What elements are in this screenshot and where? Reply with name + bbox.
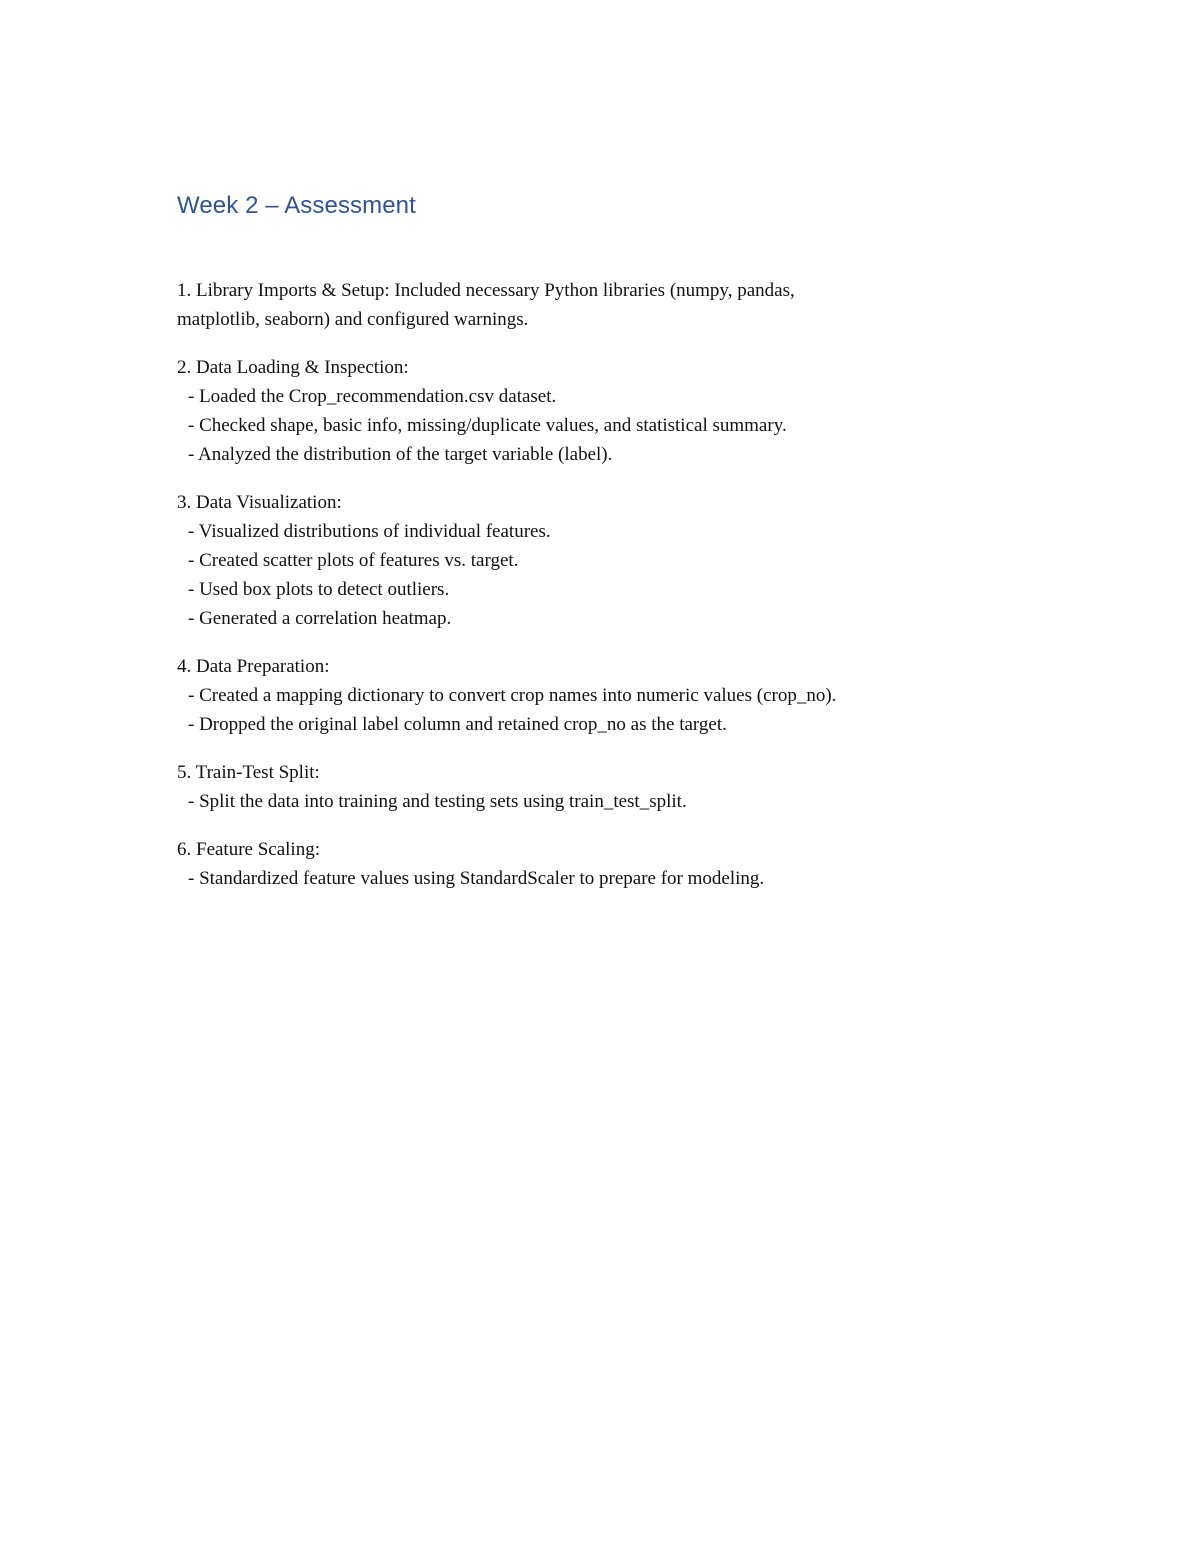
bullet-list (177, 382, 1057, 469)
bullet-list (177, 681, 1057, 739)
list-item: - Created scatter plots of features vs. target. (188, 550, 519, 571)
section-data-preparation (177, 652, 1057, 739)
list-item: - Used box plots to detect outliers. (188, 579, 450, 600)
section-heading: 4. Data Preparation: (177, 656, 330, 677)
section-heading: 3. Data Visualization: (177, 492, 342, 513)
section-feature-scaling (177, 835, 1057, 893)
section-heading: 5. Train-Test Split: (177, 762, 320, 783)
list-item: - Dropped the original label column and retained crop_no as the target. (188, 714, 727, 735)
list-item: - Analyzed the distribution of the target variable (label). (188, 444, 613, 465)
section-heading: 6. Feature Scaling: (177, 839, 320, 860)
list-item: - Loaded the Crop_recommendation.csv dataset. (188, 386, 557, 407)
bullet-list (177, 787, 1057, 816)
list-item: - Visualized distributions of individual features. (188, 521, 551, 542)
section-heading-continued: matplotlib, seaborn) and configured warnings. (177, 309, 529, 330)
bullet-list (177, 517, 1057, 633)
section-heading: 1. Library Imports & Setup: Included necessary Python libraries (numpy, pandas, (177, 280, 795, 301)
page-title: Week 2 – Assessment (177, 192, 416, 219)
list-item: - Created a mapping dictionary to convert crop names into numeric values (crop_no). (188, 685, 837, 706)
list-item: - Split the data into training and testing sets using train_test_split. (188, 791, 687, 812)
section-data-visualization (177, 488, 1057, 633)
section-data-loading (177, 353, 1057, 469)
document-body (177, 276, 1057, 912)
section-train-test-split (177, 758, 1057, 816)
section-heading: 2. Data Loading & Inspection: (177, 357, 409, 378)
list-item: - Checked shape, basic info, missing/duplicate values, and statistical summary. (188, 415, 787, 436)
list-item: - Standardized feature values using StandardScaler to prepare for modeling. (188, 868, 765, 889)
bullet-list (177, 864, 1057, 893)
section-library-imports (177, 276, 1057, 334)
list-item: - Generated a correlation heatmap. (188, 608, 452, 629)
